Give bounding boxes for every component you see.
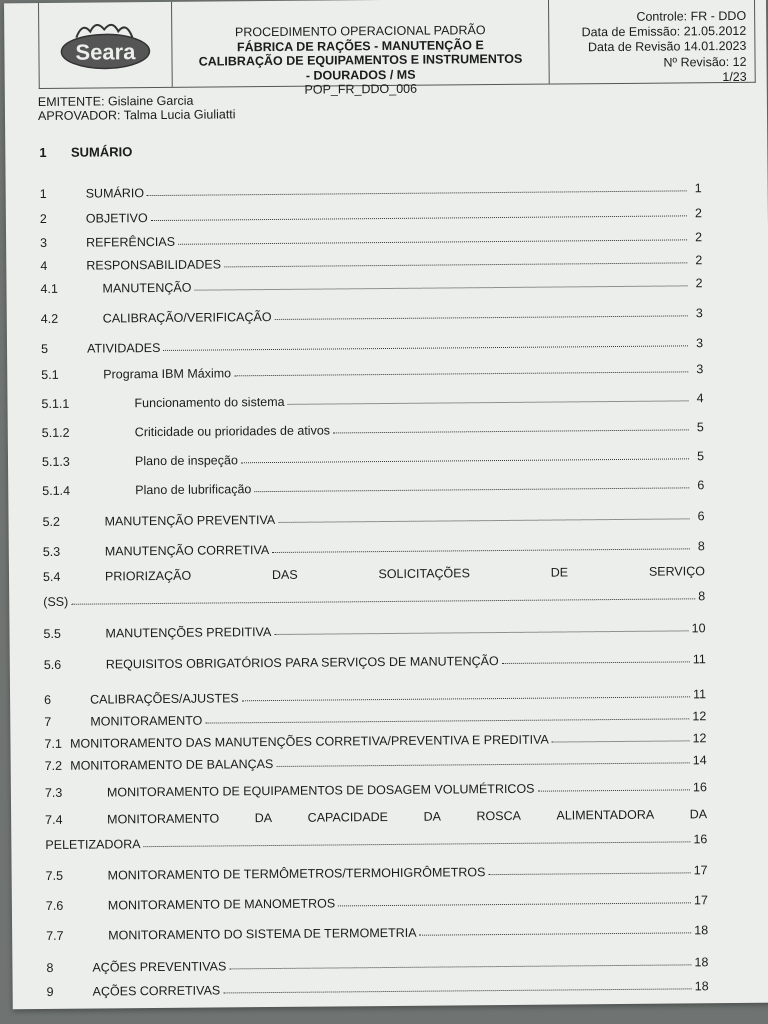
- toc-entry-number: 9: [46, 984, 54, 999]
- toc-entry-label: OBJETIVO: [85, 211, 148, 226]
- toc-entry-number: 5.4: [42, 569, 61, 585]
- toc-entry-page: 10: [691, 621, 706, 636]
- toc-entry-number: 5: [40, 341, 49, 357]
- seara-logo-icon: [56, 17, 154, 74]
- toc-entry-label: MONITORAMENTO: [90, 713, 203, 729]
- toc-entry-page: 17: [693, 893, 708, 908]
- section-heading: [39, 144, 132, 160]
- revision-number: Nº Revisão: 12: [663, 54, 747, 70]
- toc-leader-dots: [254, 487, 689, 492]
- title-line-2: FÁBRICA DE RAÇÕES - MANUTENÇÃO E: [236, 37, 484, 54]
- toc-entry-number: 5.1.2: [41, 425, 70, 441]
- toc-label-word: DA: [254, 811, 273, 826]
- toc-entry-page: 8: [697, 539, 705, 554]
- toc-leader-dots: [552, 740, 690, 742]
- toc-leader-dots: [163, 345, 688, 351]
- toc-entry-page: 16: [693, 832, 708, 847]
- toc-entry-label: Criticidade ou prioridades de ativos: [134, 423, 331, 440]
- toc-entry-page: 3: [696, 362, 704, 377]
- toc-entry[interactable]: [46, 917, 708, 943]
- toc-entry[interactable]: [40, 200, 702, 226]
- toc-entry-label: CALIBRAÇÕES/AJUSTES: [90, 691, 239, 707]
- title-line-1: PROCEDIMENTO OPERACIONAL PADRÃO: [234, 23, 486, 40]
- toc-entry[interactable]: [41, 330, 703, 356]
- table-of-contents: [39, 167, 709, 999]
- toc-entry-number: 7.6: [45, 898, 64, 913]
- toc-entry-label: RESPONSABILIDADES: [86, 257, 222, 273]
- toc-entry-label: MONITORAMENTO DE TERMÔMETROS/TERMOHIGRÔMETROS: [107, 865, 486, 883]
- document-page: [4, 0, 768, 1009]
- toc-label-word: SOLICITAÇÕES: [378, 566, 470, 582]
- toc-entry[interactable]: [42, 472, 704, 498]
- toc-entry-page: 1: [694, 181, 702, 196]
- toc-entry-label: MANUTENÇÃO PREVENTIVA: [104, 512, 276, 529]
- toc-leader-dots: [178, 239, 687, 244]
- toc-entry[interactable]: [43, 615, 705, 641]
- toc-entry-number: 3: [40, 235, 48, 251]
- toc-label-word: DA: [689, 807, 708, 822]
- toc-entry-label: AÇÕES PREVENTIVAS: [92, 959, 227, 975]
- toc-entry[interactable]: [42, 414, 704, 440]
- toc-leader-dots: [144, 841, 691, 847]
- toc-entry[interactable]: [46, 857, 708, 883]
- control-info: [549, 0, 755, 84]
- toc-leader-dots: [275, 315, 688, 320]
- toc-leader-dots: [333, 429, 689, 433]
- toc-entry-label: [105, 564, 705, 583]
- toc-entry-page: 5: [696, 449, 705, 464]
- toc-entry-number: 1: [39, 186, 47, 202]
- toc-label-word: PRIORIZAÇÃO: [104, 568, 192, 584]
- toc-entry-label: ATIVIDADES: [86, 340, 161, 356]
- toc-leader-dots: [502, 661, 690, 664]
- toc-entry-page: 4: [696, 391, 704, 406]
- toc-entry-number: 4.2: [40, 311, 59, 327]
- toc-entry-number: 7.5: [45, 868, 64, 883]
- toc-leader-dots: [488, 872, 690, 875]
- toc-label-word: SERVIÇO: [648, 564, 706, 579]
- toc-leader-dots: [241, 458, 689, 463]
- toc-leader-dots: [194, 285, 687, 290]
- toc-entry-label: MONITORAMENTO DO SISTEMA DE TERMOMETRIA: [108, 925, 417, 943]
- toc-entry-page: 18: [694, 923, 709, 938]
- toc-entry-label: CALIBRAÇÃO/VERIFICAÇÃO: [102, 310, 272, 326]
- toc-entry[interactable]: [45, 747, 707, 773]
- toc-label-word: ROSCA: [476, 808, 521, 824]
- toc-entry-label: Programa IBM Máximo: [103, 366, 232, 382]
- toc-label-word: ALIMENTADORA: [556, 807, 655, 823]
- toc-entry[interactable]: [43, 564, 705, 609]
- toc-entry-number: 5.1.3: [41, 454, 70, 470]
- toc-leader-dots: [205, 718, 689, 723]
- toc-leader-dots: [274, 630, 688, 635]
- toc-entry-label: MONITORAMENTO DE BALANÇAS: [70, 757, 274, 773]
- toc-entry-page: 2: [695, 276, 703, 291]
- control-code: Controle: FR - DDO: [636, 8, 747, 24]
- toc-leader-dots: [223, 988, 692, 993]
- toc-entry-page: 17: [693, 863, 708, 878]
- toc-leader-dots: [288, 400, 689, 404]
- section-title: SUMÁRIO: [70, 144, 133, 160]
- toc-entry[interactable]: [47, 973, 709, 999]
- toc-entry[interactable]: [42, 503, 704, 529]
- document-authors: [38, 93, 236, 123]
- toc-entry-number: 7.7: [46, 928, 64, 943]
- toc-entry-number: 5.1: [41, 367, 59, 383]
- toc-label-word: MONITORAMENTO: [107, 811, 220, 827]
- document-title: [172, 0, 550, 97]
- toc-entry-label: AÇÕES CORRETIVAS: [92, 983, 221, 999]
- toc-entry-label: MONITORAMENTO DAS MANUTENÇÕES CORRETIVA/PREVENTIVA E PREDITIVA: [70, 732, 549, 751]
- toc-leader-dots: [229, 964, 691, 969]
- toc-leader-dots: [151, 215, 687, 221]
- toc-entry-label: Plano de inspeção: [134, 453, 238, 469]
- toc-entry[interactable]: [40, 224, 702, 250]
- toc-entry-number: 8: [46, 960, 54, 975]
- toc-entry-label-continued: (SS): [43, 594, 69, 610]
- toc-entry-page: 2: [695, 253, 703, 268]
- toc-entry-label: Plano de lubrificação: [135, 482, 252, 498]
- toc-entry[interactable]: [45, 807, 707, 852]
- toc-entry-page: 11: [693, 687, 707, 702]
- toc-entry-number: 7: [44, 714, 52, 730]
- title-line-4: - DOURADOS / MS: [305, 67, 416, 83]
- toc-entry[interactable]: [46, 887, 708, 913]
- toc-entry-page: 14: [692, 753, 707, 768]
- toc-entry-label: SUMÁRIO: [85, 186, 145, 201]
- toc-entry-label: [107, 807, 707, 826]
- toc-entry-label: REFERÊNCIAS: [86, 234, 176, 250]
- toc-entry-label: MANUTENÇÕES PREDITIVA: [105, 625, 272, 641]
- toc-leader-dots: [272, 548, 690, 553]
- toc-leader-dots: [420, 932, 692, 935]
- toc-entry[interactable]: [44, 646, 706, 672]
- aprovador: APROVADOR: Talma Lucia Giuliatti: [37, 107, 236, 124]
- toc-entry[interactable]: [42, 443, 704, 469]
- toc-entry-number: 4.1: [40, 281, 58, 297]
- toc-entry-number: 5.3: [42, 544, 61, 560]
- toc-entry[interactable]: [46, 949, 708, 975]
- toc-leader-dots: [234, 371, 688, 376]
- toc-entry-number: 5.1.4: [42, 483, 71, 499]
- toc-entry[interactable]: [41, 300, 703, 326]
- toc-entry-label: REQUISITOS OBRIGATÓRIOS PARA SERVIÇOS DE MANUTENÇÃO: [105, 654, 499, 672]
- toc-entry-page: 8: [698, 589, 706, 604]
- toc-entry-page: 12: [692, 709, 707, 724]
- toc-label-word: DAS: [271, 567, 298, 583]
- toc-leader-dots: [71, 598, 695, 604]
- section-number: 1: [39, 144, 47, 161]
- toc-entry-page: 16: [692, 780, 707, 795]
- toc-entry-label-continued: PELETIZADORA: [45, 837, 141, 852]
- revision-date: Data de Revisão 14.01.2023: [587, 39, 747, 55]
- toc-entry-number: 5.5: [43, 626, 61, 642]
- toc-entry-page: 6: [697, 509, 705, 524]
- toc-entry[interactable]: [41, 356, 703, 382]
- toc-entry-label: MONITORAMENTO DE EQUIPAMENTOS DE DOSAGEM VOLUMÉTRICOS: [106, 781, 535, 800]
- page-number: 1/23: [722, 69, 747, 84]
- toc-entry-label: MANUTENÇÃO: [102, 280, 192, 296]
- toc-entry-number: 5.6: [43, 657, 62, 673]
- toc-entry-page: 3: [695, 336, 704, 351]
- toc-leader-dots: [276, 762, 689, 767]
- toc-entry-page: 18: [694, 979, 709, 994]
- toc-entry-page: 11: [692, 652, 706, 667]
- toc-entry[interactable]: [40, 270, 702, 296]
- toc-entry-page: 18: [694, 955, 709, 970]
- document-header: [38, 0, 756, 97]
- toc-leader-dots: [147, 190, 687, 196]
- toc-leader-dots: [224, 262, 687, 267]
- toc-label-word: DA: [423, 809, 441, 824]
- toc-entry-page: 12: [692, 731, 707, 746]
- toc-entry-page: 5: [696, 420, 704, 435]
- title-line-3: CALIBRAÇÃO DE EQUIPAMENTOS E INSTRUMENTOS: [198, 51, 523, 69]
- toc-entry-label: MANUTENÇÃO CORRETIVA: [104, 543, 270, 559]
- toc-label-word: CAPACIDADE: [307, 810, 389, 825]
- toc-leader-dots: [278, 518, 689, 523]
- toc-leader-dots: [242, 696, 690, 701]
- toc-label-word: DE: [550, 565, 569, 580]
- toc-entry[interactable]: [40, 175, 702, 201]
- toc-entry[interactable]: [40, 247, 702, 273]
- toc-entry-page: 2: [695, 230, 703, 245]
- toc-entry[interactable]: [41, 385, 703, 411]
- toc-entry-number: 2: [39, 211, 47, 227]
- toc-entry-number: 7.1: [44, 736, 62, 751]
- toc-entry-number: 5.2: [42, 514, 60, 530]
- toc-entry-number: 6: [44, 692, 52, 708]
- document-code: POP_FR_DDO_006: [304, 81, 418, 97]
- logo-text: Seara: [75, 38, 136, 65]
- toc-entry-label: Funcionamento do sistema: [134, 394, 285, 411]
- toc-entry-number: 7.3: [44, 785, 63, 800]
- toc-entry-number: 7.4: [45, 812, 63, 827]
- toc-leader-dots: [338, 902, 691, 906]
- emission-date: Data de Emissão: 21.05.2012: [581, 24, 747, 40]
- emitente: EMITENTE: Gislaine Garcia: [37, 93, 194, 110]
- toc-entry-number: 4: [40, 258, 48, 274]
- toc-entry-label: MONITORAMENTO DE MANOMETROS: [107, 896, 336, 913]
- toc-entry-page: 3: [695, 306, 703, 321]
- toc-entry[interactable]: [43, 533, 705, 559]
- toc-entry-page: 6: [697, 478, 705, 493]
- toc-entry[interactable]: [45, 774, 707, 800]
- toc-entry-number: 7.2: [44, 758, 63, 773]
- toc-entry-page: 2: [694, 206, 702, 221]
- toc-leader-dots: [538, 789, 690, 791]
- toc-entry-number: 5.1.1: [41, 396, 70, 412]
- seara-logo: [39, 2, 173, 88]
